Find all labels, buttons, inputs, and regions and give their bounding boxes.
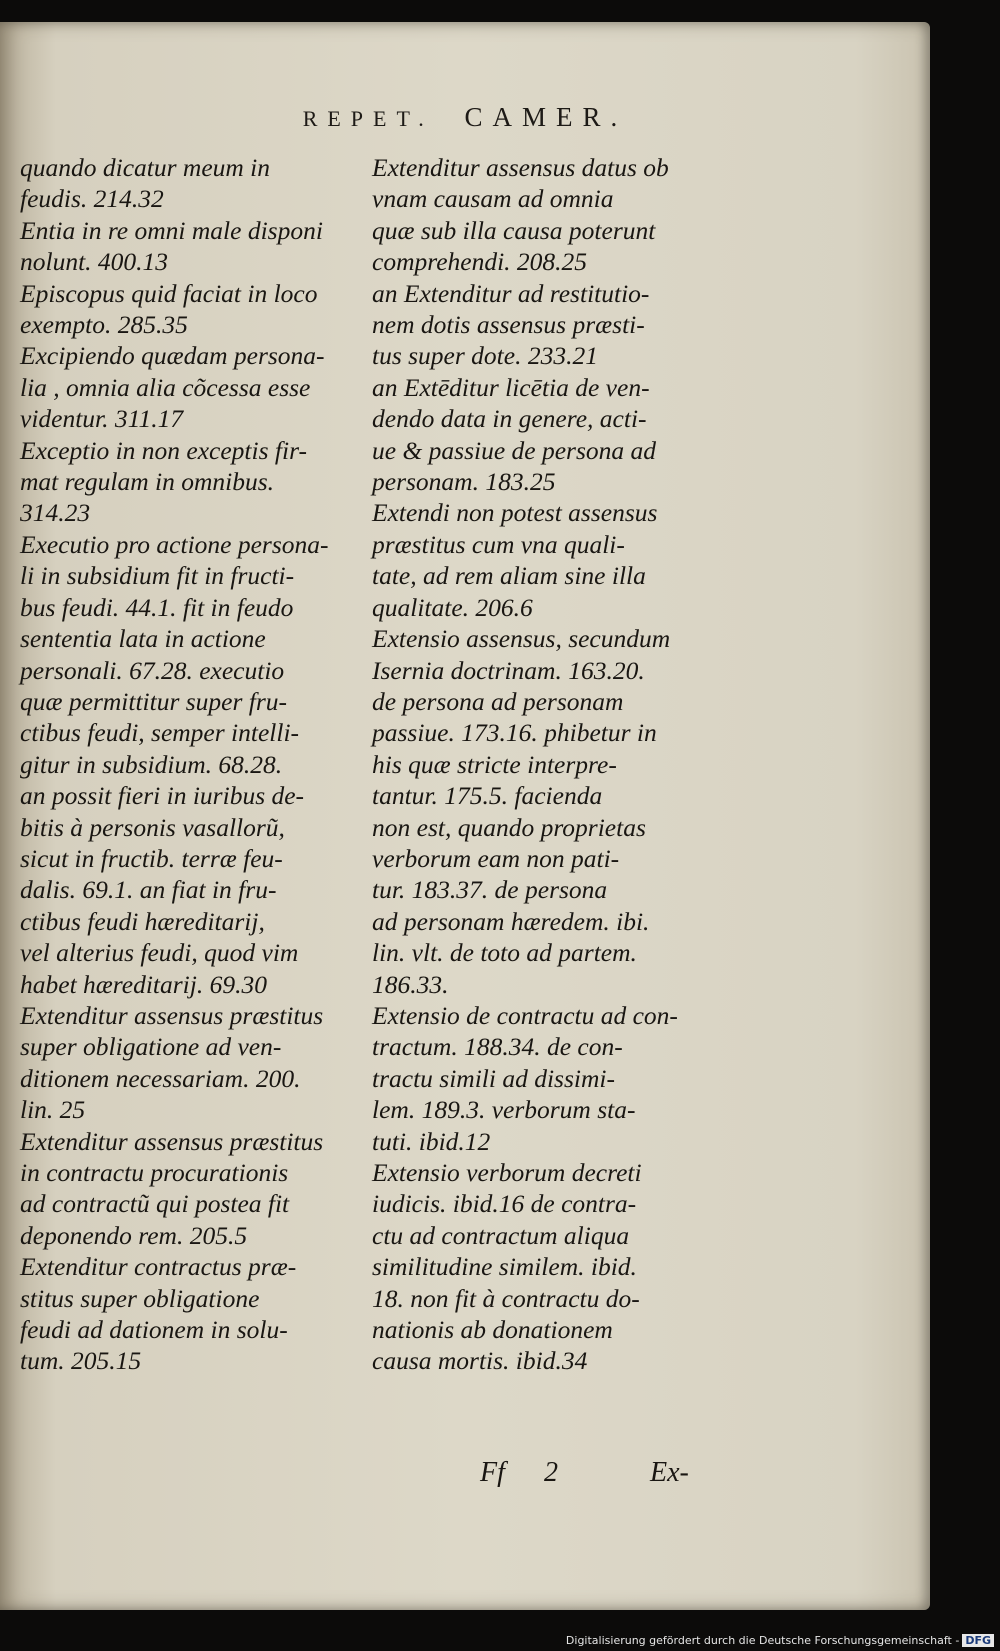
entry-line: iudicis. ibid.16 de contra- — [372, 1189, 637, 1219]
entry-line: causa mortis. ibid.34 — [372, 1346, 588, 1376]
entry-line: ditionem necessariam. 200. — [20, 1063, 301, 1093]
index-column-right — [372, 152, 712, 1377]
entry-line: habet hæreditarij. 69.30 — [20, 969, 267, 999]
entry-line: passiue. 173.16. phibetur in — [372, 718, 657, 748]
index-entry — [372, 1000, 712, 1157]
entry-line: tur. 183.37. de persona — [372, 875, 608, 905]
entry-line: Exceptio in non exceptis fir- — [20, 435, 307, 465]
entry-line: in contractu procurationis — [20, 1158, 289, 1187]
index-entry — [372, 497, 712, 623]
header-right: CAMER. — [464, 102, 628, 132]
entry-line: li in subsidium fit in fructi- — [20, 561, 295, 591]
entry-line: tuti. ibid.12 — [372, 1126, 491, 1156]
entry-line: Extensio verborum decreti — [372, 1158, 642, 1187]
index-entry — [372, 1157, 712, 1377]
index-entry — [372, 623, 712, 1000]
entry-line: quæ permittitur super fru- — [20, 686, 288, 716]
entry-line: similitudine similem. ibid. — [372, 1252, 637, 1282]
index-entry — [20, 1126, 380, 1252]
entry-line: ctibus feudi hæreditarij, — [20, 906, 265, 936]
entry-line: mat regulam in omnibus. — [20, 467, 275, 497]
index-entry — [20, 529, 380, 1000]
entry-line: 314.23 — [20, 498, 91, 528]
entry-line: nem dotis assensus præsti- — [372, 310, 645, 340]
digitization-credit — [566, 1634, 994, 1647]
index-entry — [372, 372, 712, 498]
entry-line: tractu simili ad dissimi- — [372, 1063, 615, 1093]
entry-line: exempto. 285.35 — [20, 310, 188, 340]
entry-line: stitus super obligatione — [20, 1283, 260, 1313]
entry-line: feudis. 214.32 — [20, 184, 164, 214]
entry-line: ctibus feudi, semper intelli- — [20, 718, 300, 748]
entry-line: bitis à personis vasallorũ, — [20, 812, 285, 842]
entry-line: tractum. 188.34. de con- — [372, 1032, 623, 1062]
index-entry — [20, 278, 380, 341]
entry-line: an Extenditur ad restitutio- — [372, 278, 650, 308]
entry-line: an Extēditur licētia de ven- — [372, 372, 650, 402]
entry-line: deponendo rem. 205.5 — [20, 1220, 248, 1250]
index-entry — [372, 152, 712, 278]
entry-line: tum. 205.15 — [20, 1346, 142, 1376]
entry-line: Extensio assensus, secundum — [372, 624, 671, 654]
entry-line: vel alterius feudi, quod vim — [20, 938, 299, 968]
entry-line: dendo data in genere, acti- — [372, 404, 647, 434]
signature-mark: Ff — [480, 1457, 505, 1488]
index-entry — [372, 278, 712, 372]
entry-line: Executio pro actione persona- — [20, 529, 329, 559]
index-column-left — [20, 152, 380, 1377]
entry-line: personam. 183.25 — [372, 467, 556, 497]
entry-line: lin. 25 — [20, 1095, 86, 1125]
entry-line: videntur. 311.17 — [20, 404, 184, 434]
entry-line: an possit fieri in iuribus de- — [20, 781, 305, 811]
entry-line: 18. non fit à contractu do- — [372, 1283, 640, 1313]
entry-line: tantur. 175.5. facienda — [372, 781, 603, 811]
entry-line: bus feudi. 44.1. fit in feudo — [20, 592, 294, 622]
header-left: REPET. — [302, 106, 434, 131]
entry-line: ue & passiue de persona ad — [372, 435, 657, 465]
entry-line: Extensio de contractu ad con- — [372, 1000, 678, 1030]
entry-line: personali. 67.28. executio — [20, 655, 285, 685]
signature-number: 2 — [544, 1457, 558, 1488]
index-entry — [20, 215, 380, 278]
index-entry — [20, 435, 380, 529]
entry-line: gitur in subsidium. 68.28. — [20, 749, 283, 779]
entry-line: ad contractũ qui postea fit — [20, 1189, 290, 1219]
credit-text: Digitalisierung gefördert durch die Deutsche Forschungsgemeinschaft - — [565, 1634, 960, 1647]
entry-line: 186.33. — [372, 969, 449, 999]
entry-line: qualitate. 206.6 — [372, 592, 533, 622]
entry-line: sententia lata in actione — [20, 624, 266, 654]
entry-line: lem. 189.3. verborum sta- — [372, 1095, 636, 1125]
entry-line: Extenditur contractus præ- — [20, 1252, 297, 1282]
entry-line: ctu ad contractum aliqua — [372, 1220, 630, 1250]
entry-line: ad personam hæredem. ibi. — [372, 906, 650, 936]
entry-line: lia , omnia alia cõcessa esse — [20, 372, 311, 402]
entry-line: sicut in fructib. terræ feu- — [20, 843, 283, 873]
book-page — [0, 22, 930, 1610]
entry-line: Entia in re omni male disponi — [20, 215, 323, 245]
entry-line: de persona ad personam — [372, 686, 624, 716]
entry-line: tus super dote. 233.21 — [372, 341, 598, 371]
entry-line: verborum eam non pati- — [372, 843, 620, 873]
entry-line: comprehendi. 208.25 — [372, 247, 588, 277]
entry-line: Isernia doctrinam. 163.20. — [372, 655, 645, 685]
entry-line: tate, ad rem aliam sine illa — [372, 561, 646, 591]
entry-line: non est, quando proprietas — [372, 812, 646, 842]
catchword: Ex- — [650, 1457, 689, 1488]
index-entry — [20, 1000, 380, 1126]
entry-line: quando dicatur meum in — [20, 153, 271, 182]
entry-line: Extendi non potest assensus — [372, 498, 658, 528]
entry-line: his quæ stricte interpre- — [372, 749, 617, 779]
dfg-logo: DFG — [962, 1634, 994, 1647]
index-entry — [20, 340, 380, 434]
entry-line: dalis. 69.1. an fiat in fru- — [20, 875, 277, 905]
entry-line: Excipiendo quædam persona- — [20, 341, 325, 371]
entry-line: quæ sub illa causa poterunt — [372, 215, 656, 245]
entry-line: Episcopus quid faciat in loco — [20, 278, 318, 308]
entry-line: super obligatione ad ven- — [20, 1032, 282, 1062]
entry-line: feudi ad dationem in solu- — [20, 1315, 288, 1345]
running-header — [0, 102, 930, 133]
entry-line: Extenditur assensus præstitus — [20, 1126, 324, 1156]
entry-line: vnam causam ad omnia — [372, 184, 614, 214]
entry-line: Extenditur assensus præstitus — [20, 1000, 324, 1030]
entry-line: nolunt. 400.13 — [20, 247, 169, 277]
entry-line: nationis ab donationem — [372, 1315, 613, 1345]
entry-line: lin. vlt. de toto ad partem. — [372, 938, 637, 968]
entry-line: præstitus cum vna quali- — [372, 529, 625, 559]
entry-line: Extenditur assensus datus ob — [372, 153, 669, 182]
index-entry — [20, 1251, 380, 1377]
index-entry — [20, 152, 380, 215]
